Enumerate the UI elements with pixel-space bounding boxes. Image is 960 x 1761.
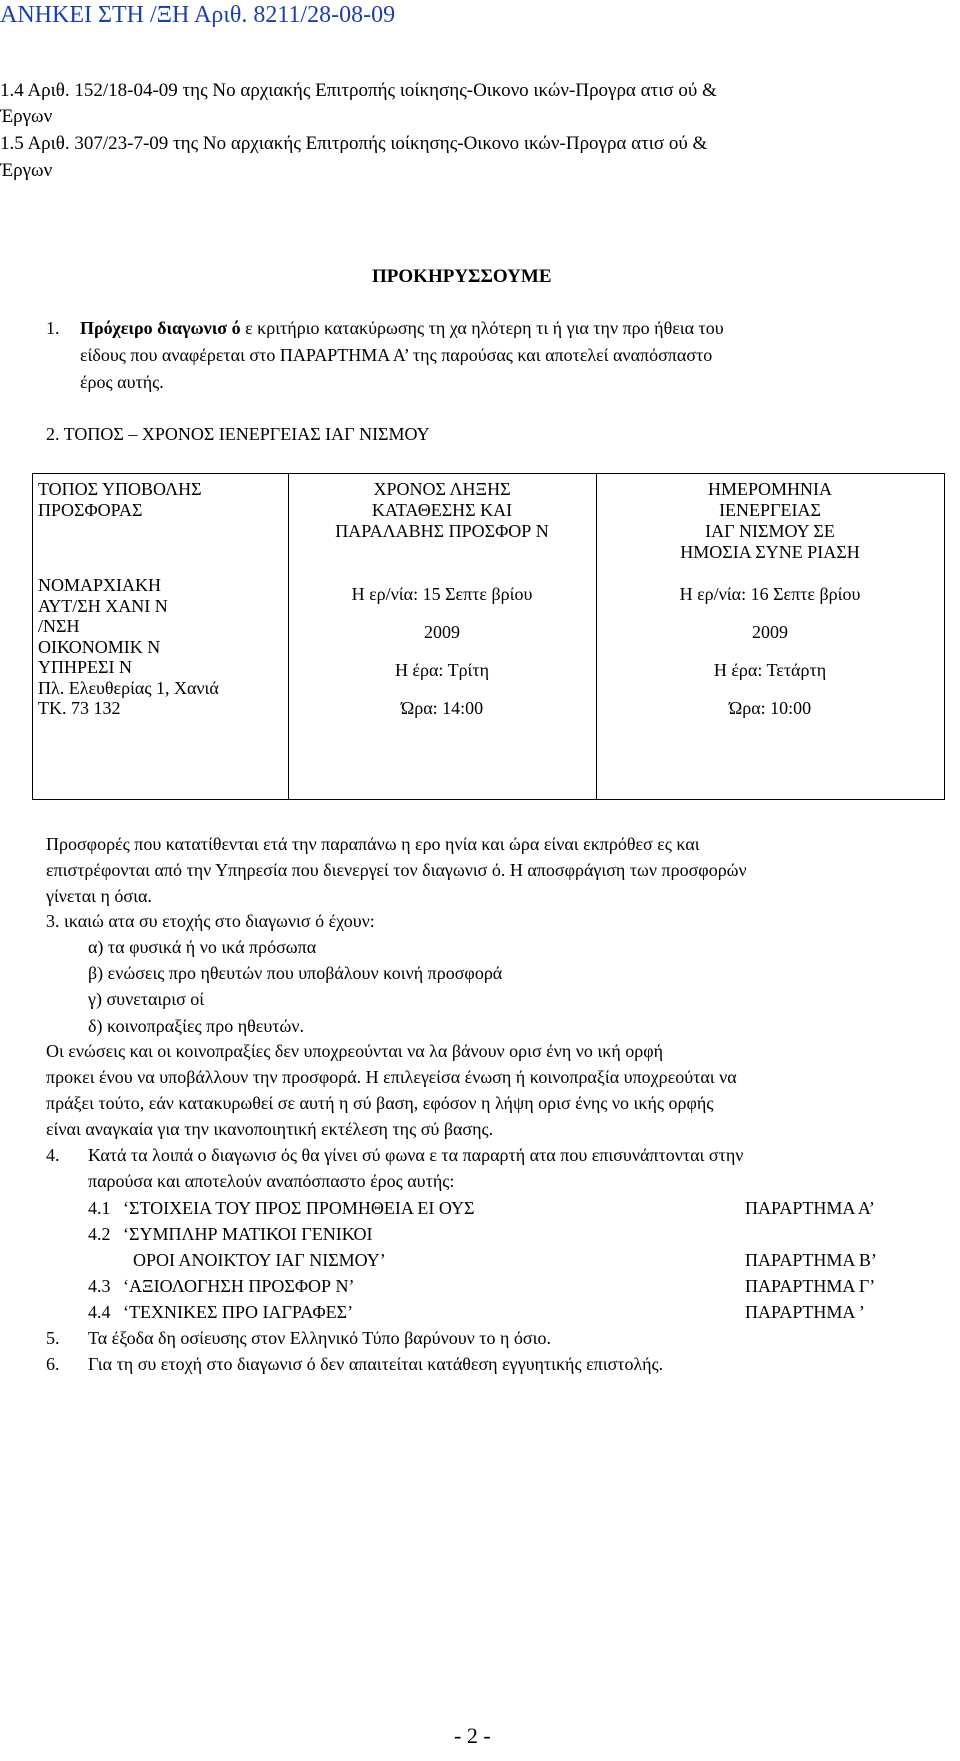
table-col2-body: Η ερ/νία: 15 Σεπτε βρίου 2009 Η έρα: Τρίτη Ώρα: 14:00 xyxy=(351,584,533,718)
intro-item-1-4-line1: 1.4 Αριθ. 152/18-04-09 της Νο αρχιακής Επιτροπής ιοίκησης-Οικονο ικών-Προγρα ατισ ού & xyxy=(0,80,717,101)
annex-label: ΠΑΡΑΡΤΗΜΑ Α’ xyxy=(745,1198,875,1218)
table-col3-header: ΗΜΕΡΟΜΗΝΙΑ ΙΕΝΕΡΓΕΙΑΣ ΙΑΓ ΝΙΣΜΟΥ ΣΕ ΗΜΟΣΙΑ ΣΥΝΕ ΡΙΑΣΗ xyxy=(680,479,860,562)
point-3-item: α) τα φυσικά ή νο ικά πρόσωπα xyxy=(88,937,317,957)
annex-code: 4.3 xyxy=(88,1276,111,1296)
point-3-paragraph-line: είναι αναγκαία για την ικανοποιητική εκτέλεση της σύ βασης. xyxy=(46,1119,494,1139)
table-col1-body: ΝΟΜΑΡΧΙΑΚΗ ΑΥΤ/ΣΗ ΧΑΝΙ Ν /ΝΣΗ ΟΙΚΟΝΟΜΙΚ Ν ΥΠΗΡΕΣΙ Ν Πλ. Ελευθερίας 1, Χανιά ΤΚ. 73 132 xyxy=(38,575,219,718)
point-1-line2: είδους που αναφέρεται στο ΠΑΡΑΡΤΗΜΑ Α’ της παρούσας και αποτελεί αναπόσπαστο xyxy=(80,345,713,365)
point-4-line1: Κατά τα λοιπά ο διαγωνισ ός θα γίνει σύ φωνα ε τα παραρτή ατα που επισυνάπτονται στην xyxy=(88,1145,744,1165)
point-3-paragraph-line: Οι ενώσεις και οι κοινοπραξίες δεν υποχρεούνται να λα βάνουν ορισ ένη νο ική ορφή xyxy=(46,1041,664,1061)
annex-title: ‘ΤΕΧΝΙΚΕΣ ΠΡΟ ΙΑΓΡΑΦΕΣ’ xyxy=(123,1302,354,1322)
intro-item-1-5-line1: 1.5 Αριθ. 307/23-7-09 της Νο αρχιακής Επιτροπής ιοίκησης-Οικονο ικών-Προγρα ατισ ού & xyxy=(0,133,708,154)
point-3-item: γ) συνεταιρισ οί xyxy=(88,989,205,1009)
point-6-number: 6. xyxy=(46,1354,60,1374)
point-4-line2: παρούσα και αποτελούν αναπόσπαστο έρος αυτής: xyxy=(88,1171,455,1191)
point-3-paragraph-line: πράξει τούτο, εάν κατακυρωθεί σε αυτή η σύ βαση, εφόσον η λήψη ορισ ένης νο ικής ορφής xyxy=(46,1093,714,1113)
point-1-rest: ε κριτήριο κατακύρωσης τη χα ηλότερη τι ή για την προ ήθεια του xyxy=(240,318,724,338)
annex-label: ΠΑΡΑΡΤΗΜΑ ’ xyxy=(745,1302,865,1322)
intro-item-1-4-line2: Έργων xyxy=(0,106,53,127)
intro-item-1-5-line2: Έργων xyxy=(0,160,53,181)
schedule-table xyxy=(32,473,945,800)
annex-title: ‘ΣΥΜΠΛΗΡ ΜΑΤΙΚΟΙ ΓΕΝΙΚΟΙ xyxy=(123,1224,373,1244)
annex-code: 4.1 xyxy=(88,1198,111,1218)
page-number: - 2 - xyxy=(454,1723,491,1748)
document-header: ΑΝΗΚΕΙ ΣΤΗ /ΞΗ Αριθ. 8211/28-08-09 xyxy=(0,2,396,28)
point-1-line3: έρος αυτής. xyxy=(80,372,164,392)
annex-code: 4.4 xyxy=(88,1302,111,1322)
annex-label: ΠΑΡΑΡΤΗΜΑ Β’ xyxy=(745,1250,877,1270)
annex-code: 4.2 xyxy=(88,1224,111,1244)
point-3-title: 3. ικαιώ ατα συ ετοχής στο διαγωνισ ό έχουν: xyxy=(46,911,375,931)
table-col1-header: ΤΟΠΟΣ ΥΠΟΒΟΛΗΣ ΠΡΟΣΦΟΡΑΣ xyxy=(38,479,202,520)
point-1-line1 xyxy=(80,318,724,339)
point-4-number: 4. xyxy=(46,1145,60,1165)
offers-paragraph-line1: Προσφορές που κατατίθενται ετά την παραπάνω η ερο ηνία και ώρα είναι εκπρόθεσ ες και xyxy=(46,834,700,854)
table-col2-header: ΧΡΟΝΟΣ ΛΗΞΗΣ ΚΑΤΑΘΕΣΗΣ ΚΑΙ ΠΑΡΑΛΑΒΗΣ ΠΡΟΣΦΟΡ Ν xyxy=(335,479,549,541)
point-5-text: Τα έξοδα δη οσίευσης στον Ελληνικό Τύπο βαρύνουν το η όσιο. xyxy=(88,1328,551,1348)
point-3-item: β) ενώσεις προ ηθευτών που υποβάλουν κοινή προσφορά xyxy=(88,963,503,983)
annex-title-continued: ΟΡΟΙ ΑΝΟΙΚΤΟΥ ΙΑΓ ΝΙΣΜΟΥ’ xyxy=(133,1250,386,1270)
point-6-text: Για τη συ ετοχή στο διαγωνισ ό δεν απαιτείται κατάθεση εγγυητικής επιστολής. xyxy=(88,1354,664,1374)
annex-title: ‘ΣΤΟΙΧΕΙΑ ΤΟΥ ΠΡΟΣ ΠΡΟΜΗΘΕΙΑ ΕΙ ΟΥΣ xyxy=(123,1198,475,1218)
proclamation-heading: ΠΡΟΚΗΡΥΣΣΟΥΜΕ xyxy=(372,266,552,287)
point-3-item: δ) κοινοπραξίες προ ηθευτών. xyxy=(88,1016,304,1036)
annex-title: ‘ΑΞΙΟΛΟΓΗΣΗ ΠΡΟΣΦΟΡ Ν’ xyxy=(123,1276,355,1296)
offers-paragraph-line3: γίνεται η όσια. xyxy=(46,886,152,906)
annex-label: ΠΑΡΑΡΤΗΜΑ Γ’ xyxy=(745,1276,876,1296)
point-5-number: 5. xyxy=(46,1328,60,1348)
point-1-bold: Πρόχειρο διαγωνισ ό xyxy=(80,318,241,338)
point-1-number: 1. xyxy=(46,318,60,338)
offers-paragraph-line2: επιστρέφονται από την Υπηρεσία που διενεργεί τον διαγωνισ ό. Η αποσφράγιση των προσφορών xyxy=(46,860,747,880)
point-3-paragraph-line: προκει ένου να υποβάλλουν την προσφορά. Η επιλεγείσα ένωση ή κοινοπραξία υποχρεούται να xyxy=(46,1067,737,1087)
table-col3-body: Η ερ/νία: 16 Σεπτε βρίου 2009 Η έρα: Τετάρτη Ώρα: 10:00 xyxy=(679,584,861,718)
point-2-title: 2. ΤΟΠΟΣ – ΧΡΟΝΟΣ ΙΕΝΕΡΓΕΙΑΣ ΙΑΓ ΝΙΣΜΟΥ xyxy=(46,424,430,444)
